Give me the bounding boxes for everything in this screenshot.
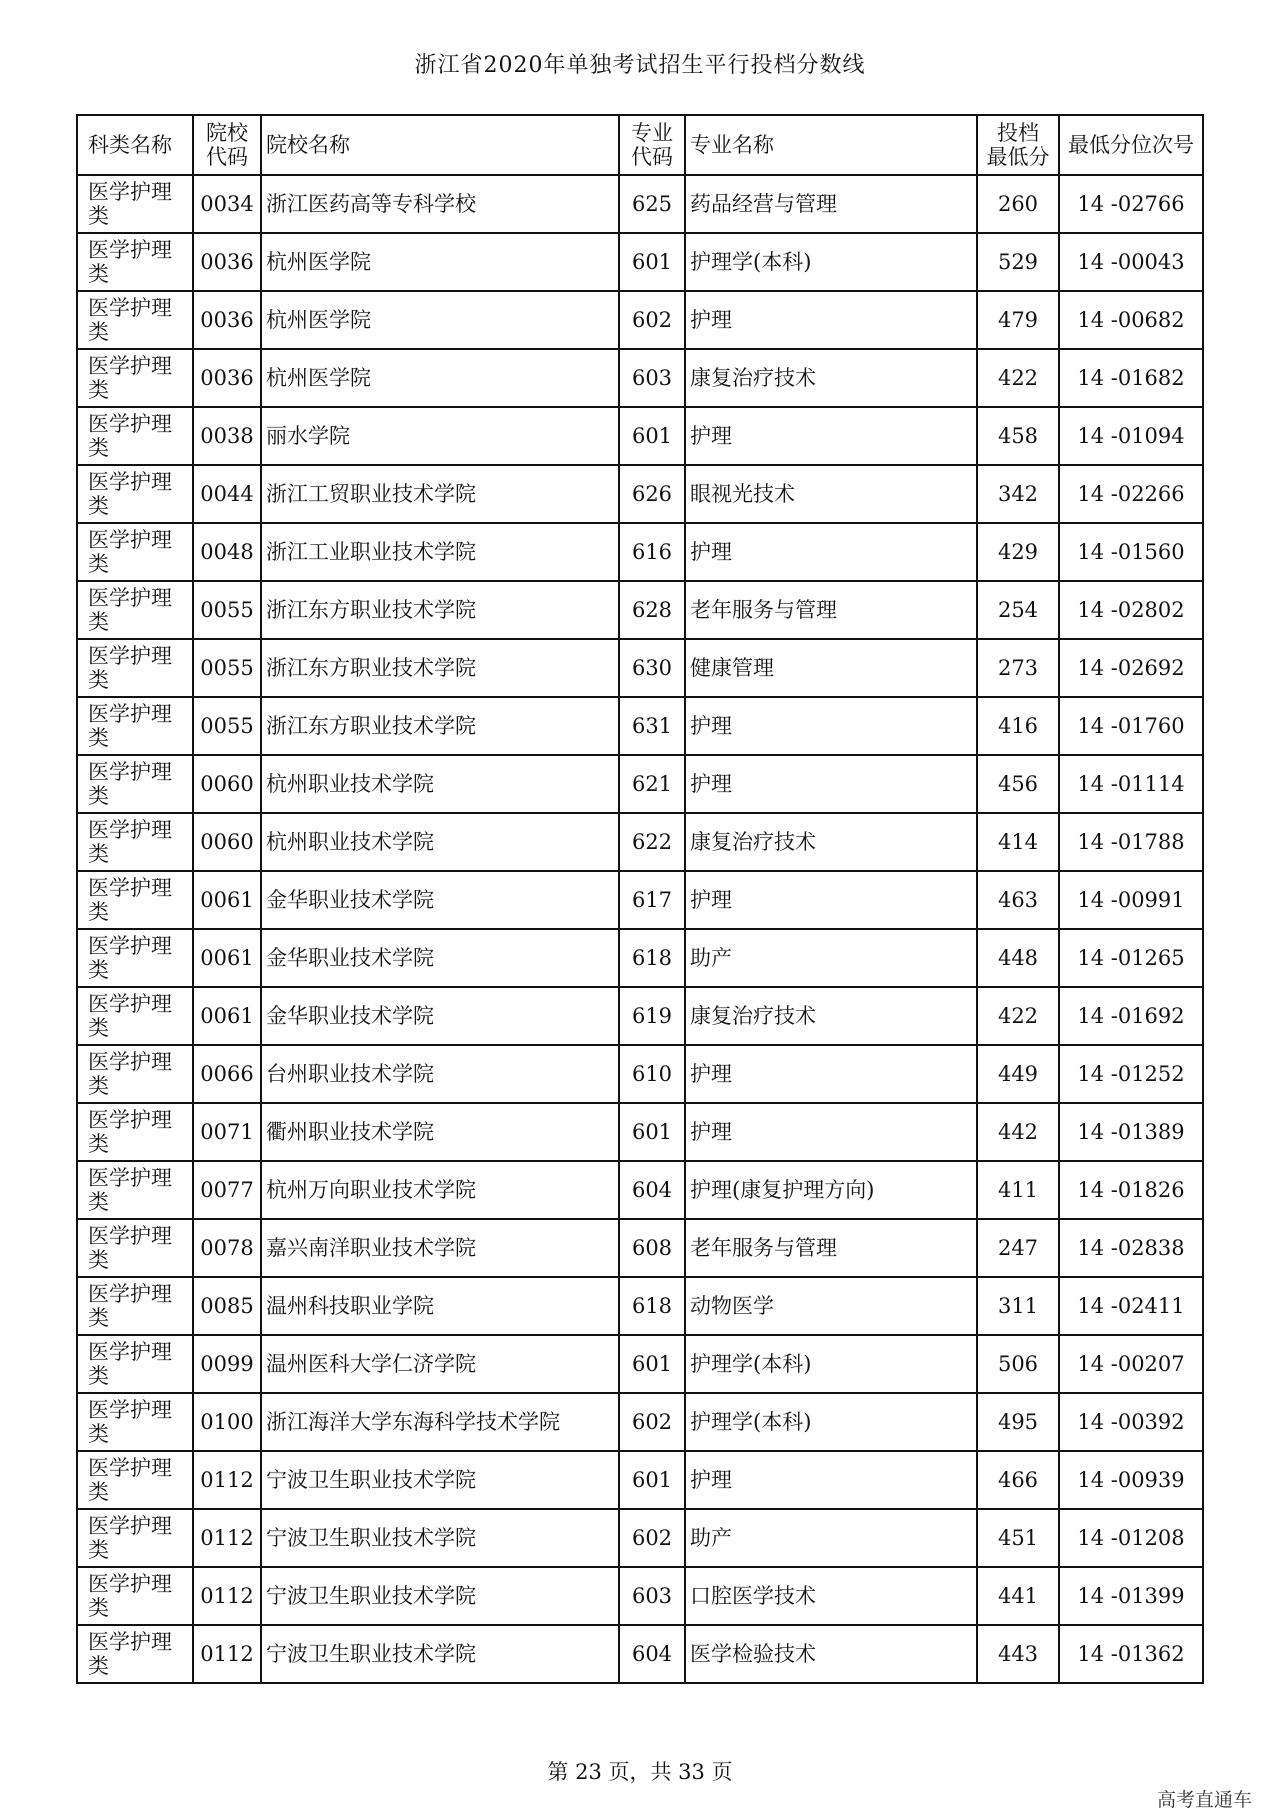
cell-school-name: 温州科技职业学院 bbox=[261, 1277, 619, 1335]
page-title: 浙江省2020年单独考试招生平行投档分数线 bbox=[414, 53, 866, 78]
cell-school-code: 0055 bbox=[193, 581, 261, 639]
cell-rank: 14 -02411 bbox=[1059, 1277, 1203, 1335]
category-label: 医学护理类 bbox=[88, 295, 172, 344]
cell-category bbox=[77, 639, 193, 697]
cell-major-name: 助产 bbox=[685, 1509, 977, 1567]
table-row bbox=[77, 291, 1203, 349]
cell-school-code: 0112 bbox=[193, 1451, 261, 1509]
table-row bbox=[77, 1451, 1203, 1509]
cell-school-code: 0078 bbox=[193, 1219, 261, 1277]
category-label: 医学护理类 bbox=[88, 875, 172, 924]
cell-school-name: 丽水学院 bbox=[261, 407, 619, 465]
cell-school-name: 宁波卫生职业技术学院 bbox=[261, 1451, 619, 1509]
cell-min-score: 529 bbox=[977, 233, 1059, 291]
category-label: 医学护理类 bbox=[88, 933, 172, 982]
cell-min-score: 443 bbox=[977, 1625, 1059, 1683]
cell-category bbox=[77, 987, 193, 1045]
cell-school-name: 台州职业技术学院 bbox=[261, 1045, 619, 1103]
cell-category bbox=[77, 1161, 193, 1219]
cell-rank: 14 -01399 bbox=[1059, 1567, 1203, 1625]
cell-school-name: 杭州医学院 bbox=[261, 233, 619, 291]
cell-major-name: 护理学(本科) bbox=[685, 1393, 977, 1451]
cell-major-name: 医学检验技术 bbox=[685, 1625, 977, 1683]
category-label: 医学护理类 bbox=[88, 817, 172, 866]
cell-major-code: 622 bbox=[619, 813, 685, 871]
category-label: 医学护理类 bbox=[88, 701, 172, 750]
cell-school-name: 宁波卫生职业技术学院 bbox=[261, 1625, 619, 1683]
cell-major-name: 动物医学 bbox=[685, 1277, 977, 1335]
cell-major-code: 603 bbox=[619, 349, 685, 407]
category-label: 医学护理类 bbox=[88, 469, 172, 518]
cell-school-code: 0061 bbox=[193, 871, 261, 929]
cell-school-name: 杭州职业技术学院 bbox=[261, 813, 619, 871]
cell-category bbox=[77, 813, 193, 871]
cell-major-code: 630 bbox=[619, 639, 685, 697]
table-row bbox=[77, 1567, 1203, 1625]
category-label: 医学护理类 bbox=[88, 1455, 172, 1504]
cell-category bbox=[77, 233, 193, 291]
header-school-code-line1: 院校 bbox=[206, 120, 248, 145]
cell-major-code: 602 bbox=[619, 1393, 685, 1451]
cell-major-code: 631 bbox=[619, 697, 685, 755]
category-label: 医学护理类 bbox=[88, 1513, 172, 1562]
cell-school-name: 金华职业技术学院 bbox=[261, 871, 619, 929]
header-school-code bbox=[193, 115, 261, 175]
cell-rank: 14 -01826 bbox=[1059, 1161, 1203, 1219]
admission-score-table bbox=[76, 114, 1204, 1684]
cell-school-code: 0066 bbox=[193, 1045, 261, 1103]
cell-school-code: 0036 bbox=[193, 233, 261, 291]
table-row bbox=[77, 349, 1203, 407]
cell-school-name: 金华职业技术学院 bbox=[261, 987, 619, 1045]
cell-min-score: 422 bbox=[977, 349, 1059, 407]
category-label: 医学护理类 bbox=[88, 1107, 172, 1156]
table-row bbox=[77, 1335, 1203, 1393]
cell-rank: 14 -01560 bbox=[1059, 523, 1203, 581]
cell-category bbox=[77, 465, 193, 523]
cell-min-score: 273 bbox=[977, 639, 1059, 697]
cell-school-code: 0048 bbox=[193, 523, 261, 581]
cell-major-name: 眼视光技术 bbox=[685, 465, 977, 523]
cell-min-score: 311 bbox=[977, 1277, 1059, 1335]
category-label: 医学护理类 bbox=[88, 1339, 172, 1388]
category-label: 医学护理类 bbox=[88, 527, 172, 576]
cell-category bbox=[77, 1219, 193, 1277]
cell-school-code: 0038 bbox=[193, 407, 261, 465]
cell-school-name: 杭州职业技术学院 bbox=[261, 755, 619, 813]
table-row bbox=[77, 523, 1203, 581]
cell-rank: 14 -01265 bbox=[1059, 929, 1203, 987]
cell-school-name: 浙江工业职业技术学院 bbox=[261, 523, 619, 581]
cell-rank: 14 -01788 bbox=[1059, 813, 1203, 871]
cell-rank: 14 -02838 bbox=[1059, 1219, 1203, 1277]
cell-major-name: 康复治疗技术 bbox=[685, 349, 977, 407]
cell-rank: 14 -01760 bbox=[1059, 697, 1203, 755]
table-row bbox=[77, 929, 1203, 987]
cell-school-name: 杭州医学院 bbox=[261, 291, 619, 349]
cell-min-score: 429 bbox=[977, 523, 1059, 581]
cell-major-code: 603 bbox=[619, 1567, 685, 1625]
table-row bbox=[77, 1103, 1203, 1161]
cell-major-name: 健康管理 bbox=[685, 639, 977, 697]
table-row bbox=[77, 1161, 1203, 1219]
cell-major-name: 护理 bbox=[685, 1103, 977, 1161]
cell-rank: 14 -02692 bbox=[1059, 639, 1203, 697]
cell-school-code: 0112 bbox=[193, 1509, 261, 1567]
cell-major-name: 康复治疗技术 bbox=[685, 813, 977, 871]
category-label: 医学护理类 bbox=[88, 991, 172, 1040]
cell-school-name: 浙江东方职业技术学院 bbox=[261, 581, 619, 639]
cell-rank: 14 -00991 bbox=[1059, 871, 1203, 929]
cell-school-code: 0036 bbox=[193, 291, 261, 349]
cell-school-code: 0112 bbox=[193, 1625, 261, 1683]
cell-category bbox=[77, 871, 193, 929]
cell-category bbox=[77, 407, 193, 465]
cell-major-name: 助产 bbox=[685, 929, 977, 987]
cell-major-code: 628 bbox=[619, 581, 685, 639]
cell-category bbox=[77, 523, 193, 581]
cell-min-score: 448 bbox=[977, 929, 1059, 987]
cell-major-name: 护理 bbox=[685, 1451, 977, 1509]
cell-category bbox=[77, 1509, 193, 1567]
category-label: 医学护理类 bbox=[88, 1571, 172, 1620]
category-label: 医学护理类 bbox=[88, 1281, 172, 1330]
header-rank: 最低分位次号 bbox=[1059, 115, 1203, 175]
cell-school-code: 0060 bbox=[193, 813, 261, 871]
header-major-name: 专业名称 bbox=[685, 115, 977, 175]
cell-category bbox=[77, 175, 193, 233]
header-min-score-line1: 投档 bbox=[997, 120, 1039, 145]
cell-major-code: 604 bbox=[619, 1625, 685, 1683]
cell-rank: 14 -00682 bbox=[1059, 291, 1203, 349]
cell-major-code: 619 bbox=[619, 987, 685, 1045]
table-row bbox=[77, 233, 1203, 291]
table-row bbox=[77, 987, 1203, 1045]
cell-school-name: 温州医科大学仁济学院 bbox=[261, 1335, 619, 1393]
cell-school-name: 金华职业技术学院 bbox=[261, 929, 619, 987]
cell-min-score: 342 bbox=[977, 465, 1059, 523]
cell-min-score: 456 bbox=[977, 755, 1059, 813]
category-label: 医学护理类 bbox=[88, 411, 172, 460]
cell-school-code: 0077 bbox=[193, 1161, 261, 1219]
table-row bbox=[77, 1045, 1203, 1103]
cell-rank: 14 -00207 bbox=[1059, 1335, 1203, 1393]
header-min-score bbox=[977, 115, 1059, 175]
cell-major-name: 护理 bbox=[685, 871, 977, 929]
cell-min-score: 442 bbox=[977, 1103, 1059, 1161]
cell-rank: 14 -00392 bbox=[1059, 1393, 1203, 1451]
cell-category bbox=[77, 1451, 193, 1509]
cell-major-name: 护理 bbox=[685, 1045, 977, 1103]
table-row bbox=[77, 465, 1203, 523]
header-school-name: 院校名称 bbox=[261, 115, 619, 175]
header-category: 科类名称 bbox=[77, 115, 193, 175]
cell-major-code: 610 bbox=[619, 1045, 685, 1103]
cell-rank: 14 -01208 bbox=[1059, 1509, 1203, 1567]
cell-major-code: 601 bbox=[619, 1103, 685, 1161]
table-row bbox=[77, 697, 1203, 755]
cell-major-name: 药品经营与管理 bbox=[685, 175, 977, 233]
table-row bbox=[77, 871, 1203, 929]
cell-major-code: 621 bbox=[619, 755, 685, 813]
category-label: 医学护理类 bbox=[88, 1049, 172, 1098]
cell-school-name: 杭州万向职业技术学院 bbox=[261, 1161, 619, 1219]
cell-school-code: 0099 bbox=[193, 1335, 261, 1393]
cell-major-name: 护理 bbox=[685, 407, 977, 465]
cell-school-code: 0100 bbox=[193, 1393, 261, 1451]
cell-category bbox=[77, 1393, 193, 1451]
table-row bbox=[77, 639, 1203, 697]
cell-school-code: 0061 bbox=[193, 987, 261, 1045]
cell-rank: 14 -01682 bbox=[1059, 349, 1203, 407]
header-min-score-line2: 最低分 bbox=[986, 145, 1050, 169]
cell-major-name: 口腔医学技术 bbox=[685, 1567, 977, 1625]
cell-school-name: 浙江医药高等专科学校 bbox=[261, 175, 619, 233]
cell-school-code: 0112 bbox=[193, 1567, 261, 1625]
table-row bbox=[77, 755, 1203, 813]
category-label: 医学护理类 bbox=[88, 1629, 172, 1678]
cell-rank: 14 -01252 bbox=[1059, 1045, 1203, 1103]
category-label: 医学护理类 bbox=[88, 1165, 172, 1214]
cell-category bbox=[77, 349, 193, 407]
cell-major-name: 护理学(本科) bbox=[685, 1335, 977, 1393]
cell-major-code: 626 bbox=[619, 465, 685, 523]
page-footer: 第 23 页，共 33 页 bbox=[547, 1760, 733, 1784]
cell-school-name: 浙江海洋大学东海科学技术学院 bbox=[261, 1393, 619, 1451]
watermark-text: 高考直通车 bbox=[1156, 1789, 1252, 1811]
header-school-code-line2: 代码 bbox=[206, 145, 248, 169]
cell-major-code: 625 bbox=[619, 175, 685, 233]
table-header-row bbox=[77, 115, 1203, 175]
header-major-code-line2: 代码 bbox=[631, 145, 673, 169]
table-row bbox=[77, 813, 1203, 871]
cell-school-code: 0055 bbox=[193, 639, 261, 697]
cell-major-code: 604 bbox=[619, 1161, 685, 1219]
table-row bbox=[77, 1277, 1203, 1335]
cell-category bbox=[77, 1567, 193, 1625]
cell-school-code: 0055 bbox=[193, 697, 261, 755]
cell-min-score: 247 bbox=[977, 1219, 1059, 1277]
cell-major-name: 护理(康复护理方向) bbox=[685, 1161, 977, 1219]
cell-school-code: 0061 bbox=[193, 929, 261, 987]
cell-school-code: 0034 bbox=[193, 175, 261, 233]
cell-rank: 14 -02766 bbox=[1059, 175, 1203, 233]
cell-school-code: 0085 bbox=[193, 1277, 261, 1335]
category-label: 医学护理类 bbox=[88, 237, 172, 286]
category-label: 医学护理类 bbox=[88, 585, 172, 634]
cell-school-code: 0036 bbox=[193, 349, 261, 407]
cell-category bbox=[77, 581, 193, 639]
cell-category bbox=[77, 1625, 193, 1683]
cell-rank: 14 -02802 bbox=[1059, 581, 1203, 639]
cell-major-code: 601 bbox=[619, 407, 685, 465]
cell-rank: 14 -01389 bbox=[1059, 1103, 1203, 1161]
cell-school-name: 衢州职业技术学院 bbox=[261, 1103, 619, 1161]
cell-min-score: 479 bbox=[977, 291, 1059, 349]
cell-rank: 14 -01362 bbox=[1059, 1625, 1203, 1683]
cell-rank: 14 -00939 bbox=[1059, 1451, 1203, 1509]
cell-major-code: 601 bbox=[619, 233, 685, 291]
category-label: 医学护理类 bbox=[88, 179, 172, 228]
cell-min-score: 254 bbox=[977, 581, 1059, 639]
cell-school-name: 杭州医学院 bbox=[261, 349, 619, 407]
cell-major-code: 602 bbox=[619, 291, 685, 349]
category-label: 医学护理类 bbox=[88, 759, 172, 808]
cell-min-score: 458 bbox=[977, 407, 1059, 465]
table-body bbox=[77, 175, 1203, 1683]
cell-min-score: 414 bbox=[977, 813, 1059, 871]
category-label: 医学护理类 bbox=[88, 643, 172, 692]
cell-school-name: 嘉兴南洋职业技术学院 bbox=[261, 1219, 619, 1277]
cell-school-name: 浙江工贸职业技术学院 bbox=[261, 465, 619, 523]
table-row bbox=[77, 581, 1203, 639]
cell-rank: 14 -02266 bbox=[1059, 465, 1203, 523]
cell-school-name: 浙江东方职业技术学院 bbox=[261, 697, 619, 755]
cell-major-code: 616 bbox=[619, 523, 685, 581]
cell-min-score: 411 bbox=[977, 1161, 1059, 1219]
cell-school-name: 浙江东方职业技术学院 bbox=[261, 639, 619, 697]
cell-major-code: 601 bbox=[619, 1451, 685, 1509]
table-row bbox=[77, 175, 1203, 233]
table-row bbox=[77, 1219, 1203, 1277]
header-major-code bbox=[619, 115, 685, 175]
cell-category bbox=[77, 1045, 193, 1103]
cell-major-name: 护理 bbox=[685, 291, 977, 349]
cell-category bbox=[77, 291, 193, 349]
cell-min-score: 416 bbox=[977, 697, 1059, 755]
cell-major-name: 护理学(本科) bbox=[685, 233, 977, 291]
cell-school-code: 0044 bbox=[193, 465, 261, 523]
cell-major-code: 602 bbox=[619, 1509, 685, 1567]
cell-major-code: 618 bbox=[619, 929, 685, 987]
cell-min-score: 495 bbox=[977, 1393, 1059, 1451]
cell-major-code: 618 bbox=[619, 1277, 685, 1335]
cell-min-score: 260 bbox=[977, 175, 1059, 233]
cell-school-code: 0060 bbox=[193, 755, 261, 813]
cell-category bbox=[77, 1103, 193, 1161]
cell-major-name: 护理 bbox=[685, 697, 977, 755]
cell-min-score: 463 bbox=[977, 871, 1059, 929]
cell-major-name: 护理 bbox=[685, 523, 977, 581]
category-label: 医学护理类 bbox=[88, 1397, 172, 1446]
category-label: 医学护理类 bbox=[88, 1223, 172, 1272]
cell-min-score: 422 bbox=[977, 987, 1059, 1045]
cell-min-score: 441 bbox=[977, 1567, 1059, 1625]
cell-school-name: 宁波卫生职业技术学院 bbox=[261, 1567, 619, 1625]
cell-rank: 14 -01114 bbox=[1059, 755, 1203, 813]
cell-category bbox=[77, 1335, 193, 1393]
cell-major-name: 康复治疗技术 bbox=[685, 987, 977, 1045]
cell-major-name: 老年服务与管理 bbox=[685, 1219, 977, 1277]
cell-min-score: 506 bbox=[977, 1335, 1059, 1393]
cell-major-code: 617 bbox=[619, 871, 685, 929]
table-row bbox=[77, 1393, 1203, 1451]
cell-category bbox=[77, 755, 193, 813]
table-row bbox=[77, 1509, 1203, 1567]
cell-rank: 14 -01692 bbox=[1059, 987, 1203, 1045]
cell-school-name: 宁波卫生职业技术学院 bbox=[261, 1509, 619, 1567]
cell-category bbox=[77, 697, 193, 755]
cell-major-name: 护理 bbox=[685, 755, 977, 813]
cell-min-score: 451 bbox=[977, 1509, 1059, 1567]
table-row bbox=[77, 1625, 1203, 1683]
cell-major-code: 601 bbox=[619, 1335, 685, 1393]
header-major-code-line1: 专业 bbox=[631, 120, 673, 145]
cell-category bbox=[77, 1277, 193, 1335]
cell-rank: 14 -00043 bbox=[1059, 233, 1203, 291]
cell-major-code: 608 bbox=[619, 1219, 685, 1277]
cell-school-code: 0071 bbox=[193, 1103, 261, 1161]
cell-rank: 14 -01094 bbox=[1059, 407, 1203, 465]
category-label: 医学护理类 bbox=[88, 353, 172, 402]
cell-min-score: 449 bbox=[977, 1045, 1059, 1103]
cell-major-name: 老年服务与管理 bbox=[685, 581, 977, 639]
table-row bbox=[77, 407, 1203, 465]
cell-min-score: 466 bbox=[977, 1451, 1059, 1509]
cell-category bbox=[77, 929, 193, 987]
